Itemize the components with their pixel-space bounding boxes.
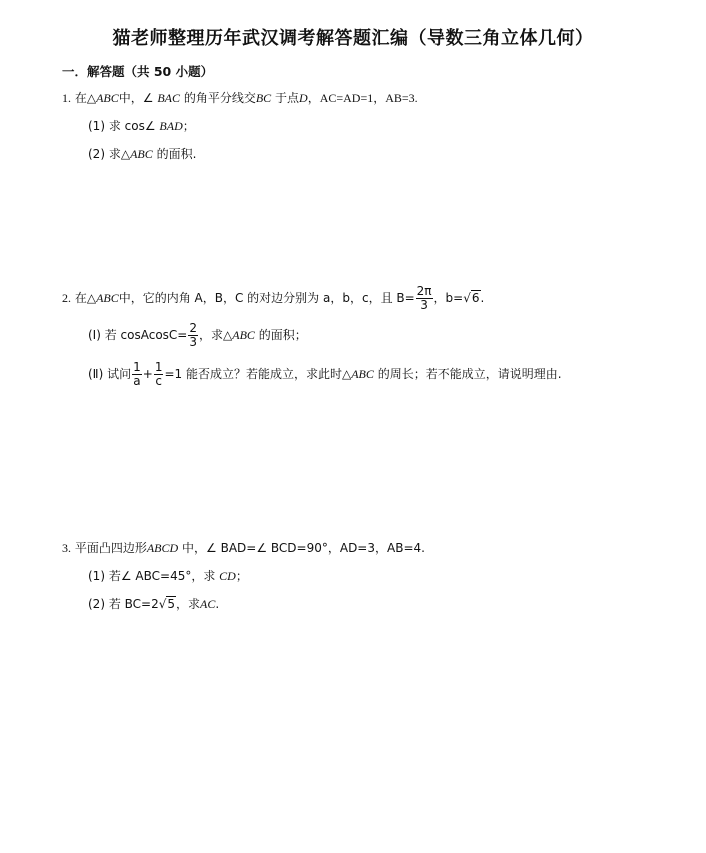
q2-part1-triangle: ABC <box>232 328 255 342</box>
q1-angle: BAC <box>157 91 180 105</box>
q1-text: 的角平分线交 <box>183 91 256 105</box>
q3-part2-text: ，求 <box>176 597 201 611</box>
part-number: (2) <box>88 597 105 611</box>
fraction-denominator: 3 <box>189 335 198 349</box>
fraction <box>416 285 433 312</box>
q1-part1-angle: BAD <box>159 119 183 133</box>
q1-text: 在△ <box>74 91 97 105</box>
question-2 <box>62 283 484 313</box>
question-number: 3. <box>62 541 71 555</box>
q3-text: 平面凸四边形 <box>74 541 147 555</box>
question-3-part-1 <box>88 568 248 584</box>
plus-sign: + <box>142 367 153 381</box>
question-number: 2. <box>62 291 71 305</box>
radicand: 6 <box>471 291 480 305</box>
q1-part2-triangle: ABC <box>130 147 153 161</box>
q3-part2-segment: AC <box>200 597 216 611</box>
fraction <box>154 361 164 388</box>
q1-text: 中，∠ <box>118 91 154 105</box>
part-number: (2) <box>88 147 105 161</box>
square-root: √6 <box>463 291 480 305</box>
q2-part2-text: 试问 <box>107 367 132 381</box>
q2-part1-end: 的面积； <box>258 328 307 342</box>
q2-text: 在△ <box>74 291 97 305</box>
section-heading: 一．解答题（共 50 小题） <box>62 64 214 79</box>
q1-triangle: ABC <box>96 91 119 105</box>
q1-point: D <box>299 91 308 105</box>
q1-part2-end: 的面积. <box>156 147 197 161</box>
q2-part2-end: 的周长；若不能成立，请说明理由. <box>377 367 562 381</box>
fraction-numerator: 1 <box>154 360 163 374</box>
q2-part1-text: ，求△ <box>199 328 233 342</box>
question-2-part-1 <box>88 320 307 350</box>
fraction <box>188 322 198 349</box>
q2-triangle: ABC <box>96 291 119 305</box>
part-number: (Ⅰ) <box>88 328 101 342</box>
fraction-numerator: 2 <box>189 321 198 335</box>
q1-part2-text: 求△ <box>108 147 131 161</box>
fraction-numerator: 2π <box>416 284 432 298</box>
q1-condition: ，AC=AD=1，AB=3. <box>307 91 418 105</box>
fraction-denominator: c <box>155 374 162 388</box>
page-title: 猫老师整理历年武汉调考解答题汇编（导数三角立体几何） <box>112 28 594 49</box>
question-1-part-2 <box>88 146 196 162</box>
q3-part1-segment: CD <box>219 569 236 583</box>
q2-part1-text: 若 cosAcosC= <box>104 328 188 342</box>
square-root: √5 <box>158 597 176 611</box>
q3-part1-end: ； <box>235 569 248 583</box>
q3-part2-text: 若 BC=2 <box>108 597 159 611</box>
q2-part2-text: =1 能否成立？若能成立，求此时△ <box>164 367 352 381</box>
q2-text: ，b= <box>433 291 464 305</box>
q3-part1-text: 若∠ ABC=45°，求 <box>108 569 216 583</box>
question-3 <box>62 540 425 556</box>
q3-text: 中，∠ BAD=∠ BCD=90°，AD=3，AB=4. <box>182 541 425 555</box>
q2-end: . <box>480 291 485 305</box>
fraction-denominator: a <box>133 374 141 388</box>
q1-segment: BC <box>255 91 272 105</box>
question-3-part-2 <box>88 592 219 616</box>
question-1 <box>62 90 418 106</box>
q1-text: 于点 <box>275 91 300 105</box>
radicand: 5 <box>167 597 176 611</box>
q2-text: 中，它的内角 A，B，C 的对边分别为 a，b，c，且 B= <box>118 291 415 305</box>
fraction-numerator: 1 <box>133 360 141 374</box>
q3-quadrilateral: ABCD <box>146 541 179 555</box>
q3-part2-end: . <box>215 597 220 611</box>
part-number: (1) <box>88 569 105 583</box>
q1-part1-end: ； <box>182 119 195 133</box>
q1-part1-text: 求 cos∠ <box>108 119 156 133</box>
fraction-denominator: 3 <box>420 298 428 312</box>
part-number: (Ⅱ) <box>88 367 104 381</box>
fraction <box>132 361 142 388</box>
question-number: 1. <box>62 91 71 105</box>
question-1-part-1 <box>88 118 195 134</box>
part-number: (1) <box>88 119 105 133</box>
q2-part2-triangle: ABC <box>351 367 374 381</box>
question-2-part-2 <box>88 359 562 389</box>
